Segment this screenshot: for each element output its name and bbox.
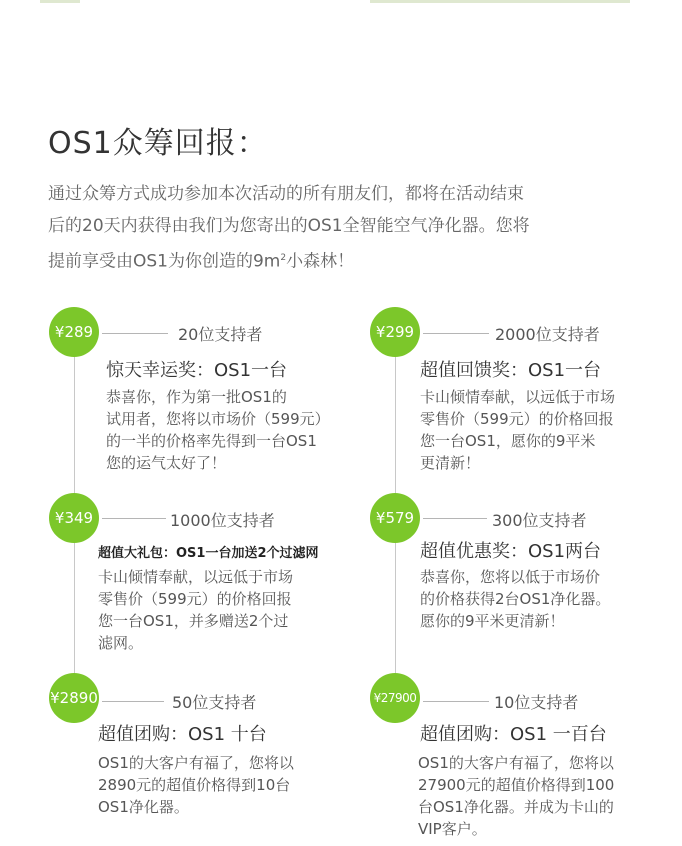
desc-line: 的一半的价格率先得到一台OS1	[106, 432, 317, 450]
page-title: OS1众筹回报：	[48, 126, 268, 161]
desc-line: 台OS1净化器。并成为卡山的	[418, 798, 614, 816]
award-description	[98, 566, 293, 654]
connector-line	[102, 701, 164, 702]
intro-line-3	[48, 242, 648, 278]
top-decor-strip	[0, 0, 682, 4]
desc-line: 零售价（599元）的价格回报	[98, 590, 292, 608]
intro-superscript: 2	[280, 253, 287, 263]
connector-line	[423, 333, 489, 334]
award-title: 超值团购：OS1 一百台	[420, 724, 607, 745]
award-title: 超值团购：OS1 十台	[98, 724, 267, 745]
desc-line: 您的运气太好了！	[106, 454, 227, 472]
award-title: 超值回馈奖：OS1一台	[420, 360, 602, 381]
award-title: 超值优惠奖：OS1两台	[420, 541, 602, 562]
award-description	[420, 566, 610, 632]
intro-line-3-end: 小森林！	[286, 251, 355, 272]
desc-line: 27900元的超值价格得到100	[418, 776, 615, 794]
price-badge: ¥579	[370, 493, 420, 543]
connector-line	[423, 518, 487, 519]
supporters-count: 20位支持者	[178, 325, 263, 344]
desc-line: 2890元的超值价格得到10台	[98, 776, 291, 794]
desc-line: 滤网。	[98, 634, 144, 652]
desc-line: VIP客户。	[418, 820, 487, 838]
connector-line	[423, 701, 489, 702]
award-description	[106, 386, 330, 474]
desc-line: 卡山倾情奉献，以远低于市场	[420, 388, 616, 406]
supporters-count: 10位支持者	[494, 693, 579, 712]
award-description	[420, 386, 615, 474]
price-badge: ¥299	[370, 307, 420, 357]
desc-line: 愿你的9平米更清新！	[420, 612, 565, 630]
desc-line: 恭喜你，作为第一批OS1的	[106, 388, 287, 406]
desc-line: 卡山倾情奉献，以远低于市场	[98, 568, 294, 586]
desc-line: OS1净化器。	[98, 798, 189, 816]
desc-line: 零售价（599元）的价格回报	[420, 410, 614, 428]
award-description	[418, 752, 614, 840]
price-badge: ¥289	[49, 307, 99, 357]
intro-line-2: 后的20天内获得由我们为您寄出的OS1全智能空气净化器。您将	[48, 216, 530, 236]
desc-line: 试用者，您将以市场价（599元）	[106, 410, 330, 428]
desc-line: 您一台OS1，并多赠送2个过	[98, 612, 289, 630]
intro-paragraph	[48, 178, 648, 278]
desc-line: OS1的大客户有福了，您将以	[98, 754, 294, 772]
supporters-count: 50位支持者	[172, 693, 257, 712]
supporters-count: 2000位支持者	[495, 325, 600, 344]
award-description	[98, 752, 294, 818]
price-badge: ¥27900	[370, 673, 420, 723]
supporters-count: 1000位支持者	[170, 511, 275, 530]
intro-line-1: 通过众筹方式成功参加本次活动的所有朋友们，都将在活动结束	[48, 184, 524, 204]
award-title: 超值大礼包：OS1一台加送2个过滤网	[98, 546, 319, 561]
award-title: 惊天幸运奖：OS1一台	[106, 360, 288, 381]
desc-line: 您一台OS1，愿你的9平米	[420, 432, 596, 450]
price-badge: ¥2890	[49, 673, 99, 723]
desc-line: 更清新！	[420, 454, 481, 472]
intro-line-3-text: 提前享受由OS1为你创造的9m	[48, 251, 281, 272]
desc-line: OS1的大客户有福了，您将以	[418, 754, 614, 772]
desc-line: 的价格获得2台OS1净化器。	[420, 590, 611, 608]
desc-line: 恭喜你，您将以低于市场价	[420, 568, 601, 586]
connector-line	[102, 518, 166, 519]
price-badge: ¥349	[49, 493, 99, 543]
supporters-count: 300位支持者	[492, 511, 587, 530]
connector-line	[102, 333, 168, 334]
